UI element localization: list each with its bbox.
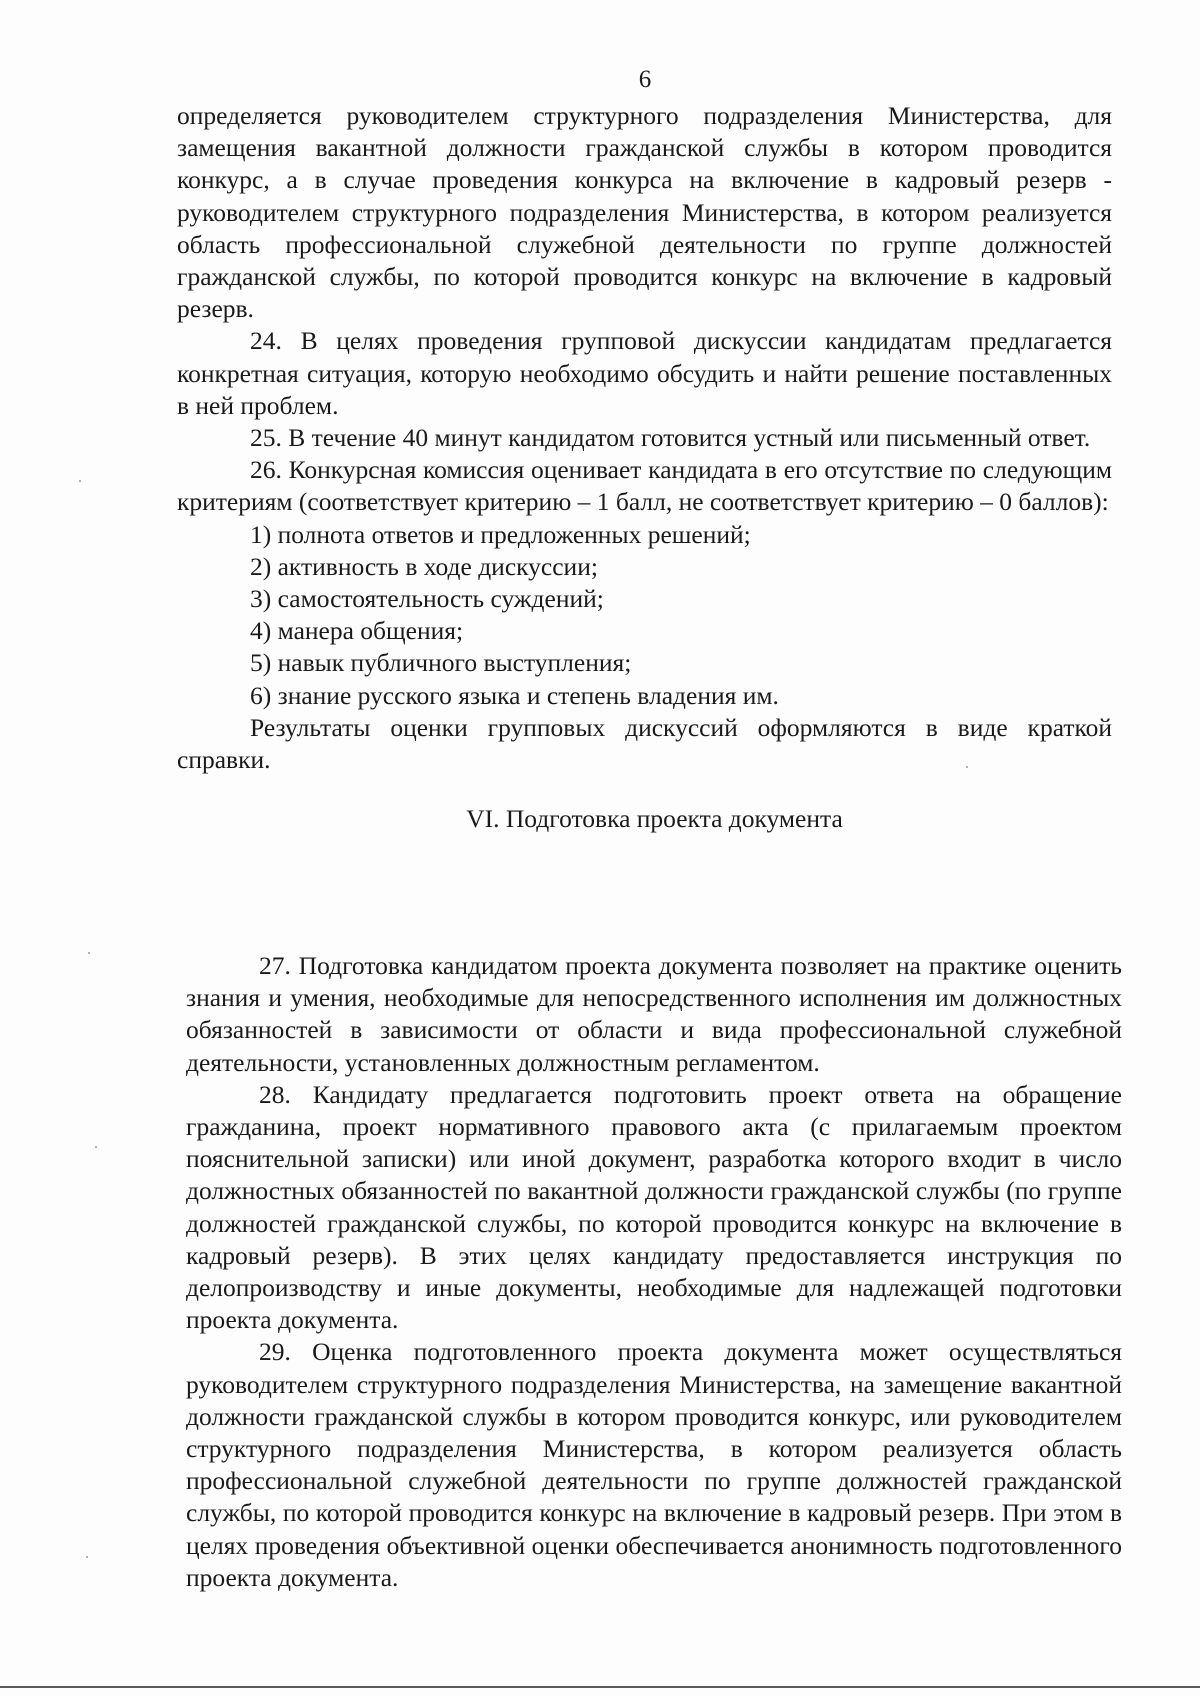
paragraph-continuation: определяется руководителем структурного подразделения Министерства, для замещения вакантной должности гражданской службы в котором проводится конкурс, а в случае проведения конкурса на включение в кадровый резерв - руководителем структурного подразделения Министерства, в котором реализуется область профессиональной служебной деятельности по группе должностей гражданской службы, по которой проводится конкурс на включение в кадровый резерв. bbox=[177, 101, 1112, 324]
scan-speck bbox=[966, 766, 968, 768]
criteria-item-3: 3) самостоятельность суждений; bbox=[250, 584, 604, 614]
criteria-item-4: 4) манера общения; bbox=[250, 616, 464, 646]
scan-speck bbox=[86, 1556, 88, 1558]
criteria-item-1: 1) полнота ответов и предложенных решений; bbox=[250, 519, 751, 549]
criteria-list bbox=[177, 519, 1112, 712]
page-number: 6 bbox=[638, 66, 652, 93]
scan-speck bbox=[88, 952, 90, 954]
document-body-lower bbox=[186, 950, 1122, 1594]
paragraph-26: 26. Конкурсная комиссия оценивает кандидата в его отсутствие по следующим критериям (соответствует критерию – 1 балл, не соответствует критерию – 0 баллов): bbox=[177, 455, 1112, 517]
scan-speck bbox=[79, 480, 81, 482]
paragraph-29: 29. Оценка подготовленного проекта документа может осуществляться руководителем структурного подразделения Министерства, на замещение вакантной должности гражданской службы в котором проводится конкурс, или руководителем структурного подразделения Министерства, в котором реализуется область профессиональной служебной деятельности по группе должностей гражданской службы, по которой проводится конкурс на включение в кадровый резерв. При этом в целях проведения объективной оценки обеспечивается анонимность подготовленного проекта документа. bbox=[186, 1337, 1122, 1592]
document-body-upper bbox=[177, 100, 1112, 869]
scan-speck bbox=[95, 1146, 97, 1148]
paragraph-28: 28. Кандидату предлагается подготовить проект ответа на обращение гражданина, проект нормативного правового акта (с прилагаемым проектом пояснительной записки) или иной документ, разработка которого входит в число должностных обязанностей по вакантной должности гражданской службы (по группе должностей гражданской службы, по которой проводится конкурс на включение в кадровый резерв). В этих целях кандидату предоставляется инструкция по делопроизводству и иные документы, необходимые для надлежащей подготовки проекта документа. bbox=[186, 1079, 1122, 1335]
paragraph-25: 25. В течение 40 минут кандидатом готовится устный или письменный ответ. bbox=[250, 423, 1091, 453]
paragraph-27: 27. Подготовка кандидатом проекта документа позволяет на практике оценить знания и умения, необходимые для непосредственного исполнения им должностных обязанностей в зависимости от области и вида профессиональной служебной деятельности, установленных должностным регламентом. bbox=[186, 951, 1122, 1077]
section-title: VI. Подготовка проекта документа bbox=[466, 804, 843, 834]
criteria-item-2: 2) активность в ходе дискуссии; bbox=[250, 551, 598, 581]
criteria-item-5: 5) навык публичного выступления; bbox=[250, 648, 632, 678]
scan-edge-line bbox=[0, 1686, 1200, 1688]
paragraph-results: Результаты оценки групповых дискуссий оформляются в виде краткой справки. bbox=[177, 712, 1112, 775]
paragraph-24: 24. В целях проведения групповой дискуссии кандидатам предлагается конкретная ситуация, которую необходимо обсудить и найти решение поставленных в ней проблем. bbox=[177, 326, 1112, 420]
criteria-item-6: 6) знание русского языка и степень владения им. bbox=[250, 680, 779, 710]
